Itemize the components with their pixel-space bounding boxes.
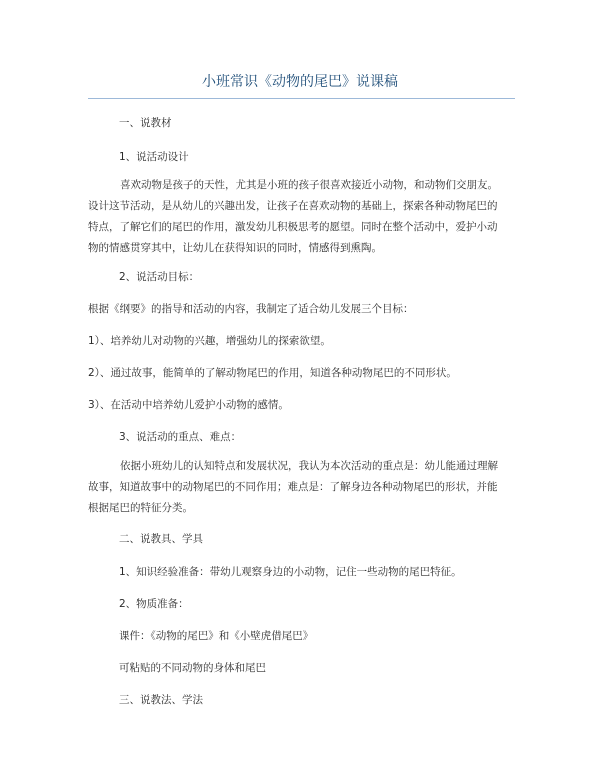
paragraph-activity-design [88, 175, 514, 259]
paragraph-line: 依据小班幼儿的认知特点和发展状况，我认为本次活动的重点是：幼儿能通过理解 [120, 460, 498, 472]
paragraph-line: 物的情感贯穿其中，让幼儿在获得知识的同时，情感得到熏陶。 [88, 242, 382, 254]
material-item-2: 可粘贴的不同动物的身体和尾巴 [119, 662, 266, 674]
subsection-heading-1-3: 3、说活动的重点、难点： [119, 431, 242, 443]
material-item-1: 课件：《动物的尾巴》和《小壁虎借尾巴》 [119, 630, 314, 642]
goals-intro: 根据《纲要》的指导和活动的内容，我制定了适合幼儿发展三个目标： [88, 303, 414, 315]
paragraph-line: 喜欢动物是孩子的天性，尤其是小班的孩子很喜欢接近小动物，和动物们交朋友。 [120, 179, 498, 191]
subsection-heading-2-2: 2、物质准备： [119, 598, 189, 610]
paragraph-line: 设计这节活动，是从幼儿的兴趣出发，让孩子在喜欢动物的基础上，探索各种动物尾巴的 [88, 200, 498, 212]
goal-item-2: 2）、通过故事，能简单的了解动物尾巴的作用，知道各种动物尾巴的不同形状。 [88, 367, 457, 379]
paragraph-line: 根据尾巴的特征分类。 [88, 502, 193, 514]
subsection-heading-1-2: 2、说活动目标： [119, 271, 200, 283]
paragraph-key-points [88, 456, 514, 519]
section-heading-3: 三、说教法、学法 [119, 694, 203, 706]
subsection-heading-1-1: 1、说活动设计 [119, 151, 189, 163]
title-divider [88, 98, 515, 99]
subsection-heading-2-1: 1、知识经验准备：带幼儿观察身边的小动物，记住一些动物的尾巴特征。 [119, 566, 462, 578]
goal-item-3: 3）、在活动中培养幼儿爱护小动物的感情。 [88, 399, 289, 411]
section-heading-1: 一、说教材 [119, 117, 172, 129]
goal-item-1: 1）、培养幼儿对动物的兴趣，增强幼儿的探索欲望。 [88, 335, 331, 347]
paragraph-line: 特点，了解它们的尾巴的作用，激发幼儿积极思考的愿望。同时在整个活动中，爱护小动 [88, 221, 498, 233]
paragraph-line: 故事，知道故事中的动物尾巴的不同作用；难点是：了解身边各种动物尾巴的形状，并能 [88, 481, 498, 493]
section-heading-2: 二、说教具、学具 [119, 533, 203, 545]
document-title: 小班常识《动物的尾巴》说课稿 [202, 74, 398, 90]
